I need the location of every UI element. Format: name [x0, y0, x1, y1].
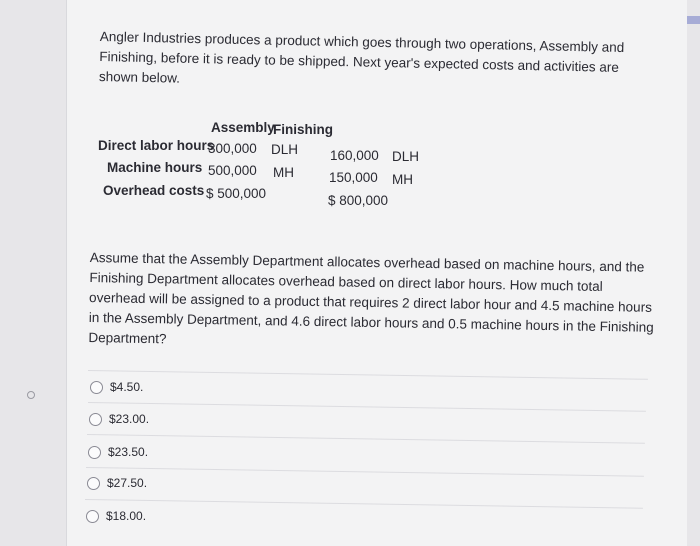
assembly-dlh: 300,000 — [208, 141, 257, 156]
answer-option-3[interactable] — [88, 441, 148, 463]
assembly-mh: 500,000 — [208, 163, 257, 178]
answer-label: $27.50. — [107, 476, 148, 490]
finishing-dlh-unit: DLH — [392, 149, 420, 164]
col-header-assembly: Assembly — [211, 120, 275, 135]
radio-button[interactable] — [88, 446, 101, 459]
finishing-overhead: $ 800,000 — [328, 193, 389, 208]
col-header-finishing: Finishing — [273, 122, 333, 137]
finishing-dlh: 160,000 — [330, 148, 379, 163]
radio-button[interactable] — [87, 477, 100, 490]
row-label-direct-labor: Direct labor hours — [98, 138, 215, 153]
answer-option-2[interactable] — [89, 408, 149, 430]
answer-label: $18.00. — [106, 509, 147, 523]
assembly-mh-unit: MH — [273, 165, 294, 180]
page-indicator-icon — [27, 391, 35, 399]
finishing-mh: 150,000 — [329, 170, 378, 185]
answer-option-5[interactable] — [86, 505, 146, 527]
row-label-machine-hours: Machine hours — [107, 160, 203, 175]
answer-option-1[interactable] — [90, 376, 143, 398]
question-text: Assume that the Assembly Department allocates overhead based on machine hours, and the Finishing Department allocates overhead based on direct labor hours. How much total overhead will be assigned to a product that requires 2 direct labor hour and 4.5 machine hours in the Assembly Department, and 4.6 direct labor hours and 0.5 machine hours in the Finishing Department? — [88, 249, 654, 347]
assembly-dlh-unit: DLH — [271, 142, 299, 157]
assembly-overhead: $ 500,000 — [206, 186, 267, 201]
finishing-mh-unit: MH — [392, 172, 413, 187]
answer-label: $23.00. — [109, 412, 150, 426]
radio-button[interactable] — [90, 381, 103, 394]
intro-text: Angler Industries produces a product which goes through two operations, Assembly and Finishing, before it is ready to be shipped. Next year's expected costs and activities are shown below. — [98, 28, 625, 86]
radio-button[interactable] — [86, 510, 99, 523]
answer-label: $23.50. — [108, 445, 149, 459]
answer-label: $4.50. — [110, 380, 144, 394]
row-label-overhead-costs: Overhead costs — [103, 183, 205, 198]
answer-option-4[interactable] — [87, 472, 147, 494]
radio-button[interactable] — [89, 413, 102, 426]
